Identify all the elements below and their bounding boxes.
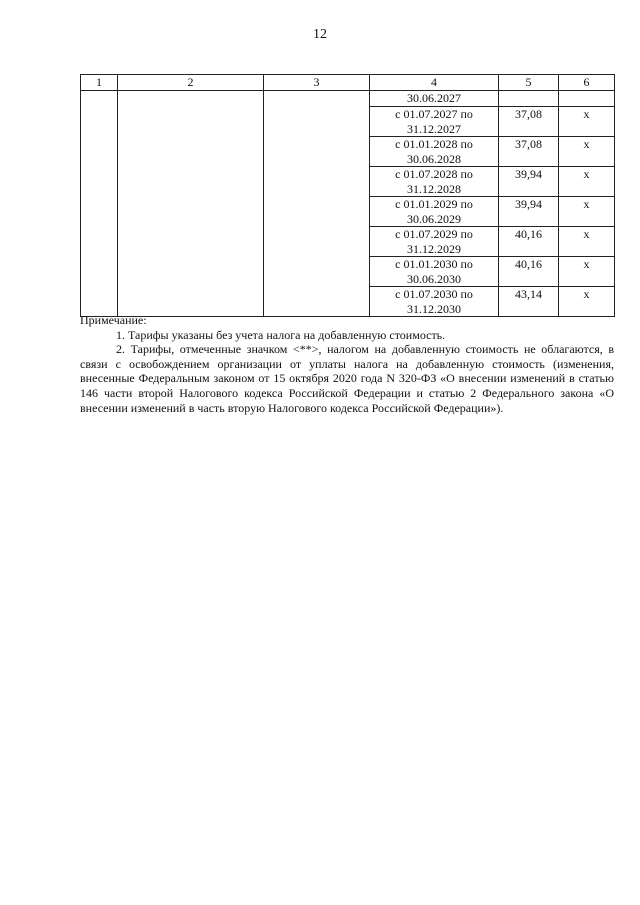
mark-cell: х [559, 167, 615, 197]
tariff-value-cell: 40,16 [499, 257, 559, 287]
tariff-value-cell: 39,94 [499, 167, 559, 197]
mark-cell: х [559, 197, 615, 227]
empty-cell [118, 91, 264, 317]
tariff-table [80, 74, 615, 317]
table-header-row [81, 75, 615, 91]
tariff-value-cell: 40,16 [499, 227, 559, 257]
tariff-value-cell [499, 91, 559, 107]
tariff-value-cell: 43,14 [499, 287, 559, 317]
notes-title: Примечание: [80, 313, 147, 327]
period-cell: с 01.01.2030 по 30.06.2030 [370, 257, 499, 287]
note-item: 2. Тарифы, отмеченные значком <**>, налогом на добавленную стоимость не облагаются, в связи с освобождением организации от уплаты налога на добавленную стоимость (изменения, внесенные Федеральным законом от 15 октября 2020 года N 320-ФЗ «О внесении изменений в статью 146 части второй Налогового кодекса Российской Федерации и статью 2 Федерального закона «О внесении изменений в часть вторую Налогового кодекса Российской Федерации»). [80, 342, 614, 415]
period-cell: с 01.07.2027 по 31.12.2027 [370, 107, 499, 137]
column-header: 3 [264, 75, 370, 91]
period-cell: с 01.07.2028 по 31.12.2028 [370, 167, 499, 197]
mark-cell: х [559, 257, 615, 287]
period-cell: 30.06.2027 [370, 91, 499, 107]
mark-cell: х [559, 287, 615, 317]
table-row [81, 91, 615, 107]
mark-cell: х [559, 227, 615, 257]
note-item: 1. Тарифы указаны без учета налога на добавленную стоимость. [116, 327, 446, 342]
empty-cell [81, 91, 118, 317]
mark-cell: х [559, 137, 615, 167]
column-header: 4 [370, 75, 499, 91]
column-header: 5 [499, 75, 559, 91]
mark-cell [559, 91, 615, 107]
page-number: 12 [313, 27, 327, 42]
column-header: 1 [81, 75, 118, 91]
column-header: 2 [118, 75, 264, 91]
period-cell: с 01.01.2029 по 30.06.2029 [370, 197, 499, 227]
period-cell: с 01.07.2029 по 31.12.2029 [370, 227, 499, 257]
mark-cell: х [559, 107, 615, 137]
period-cell: с 01.07.2030 по 31.12.2030 [370, 287, 499, 317]
tariff-value-cell: 37,08 [499, 137, 559, 167]
tariff-value-cell: 39,94 [499, 197, 559, 227]
tariff-value-cell: 37,08 [499, 107, 559, 137]
notes-section [80, 313, 614, 415]
period-cell: с 01.01.2028 по 30.06.2028 [370, 137, 499, 167]
column-header: 6 [559, 75, 615, 91]
empty-cell [264, 91, 370, 317]
